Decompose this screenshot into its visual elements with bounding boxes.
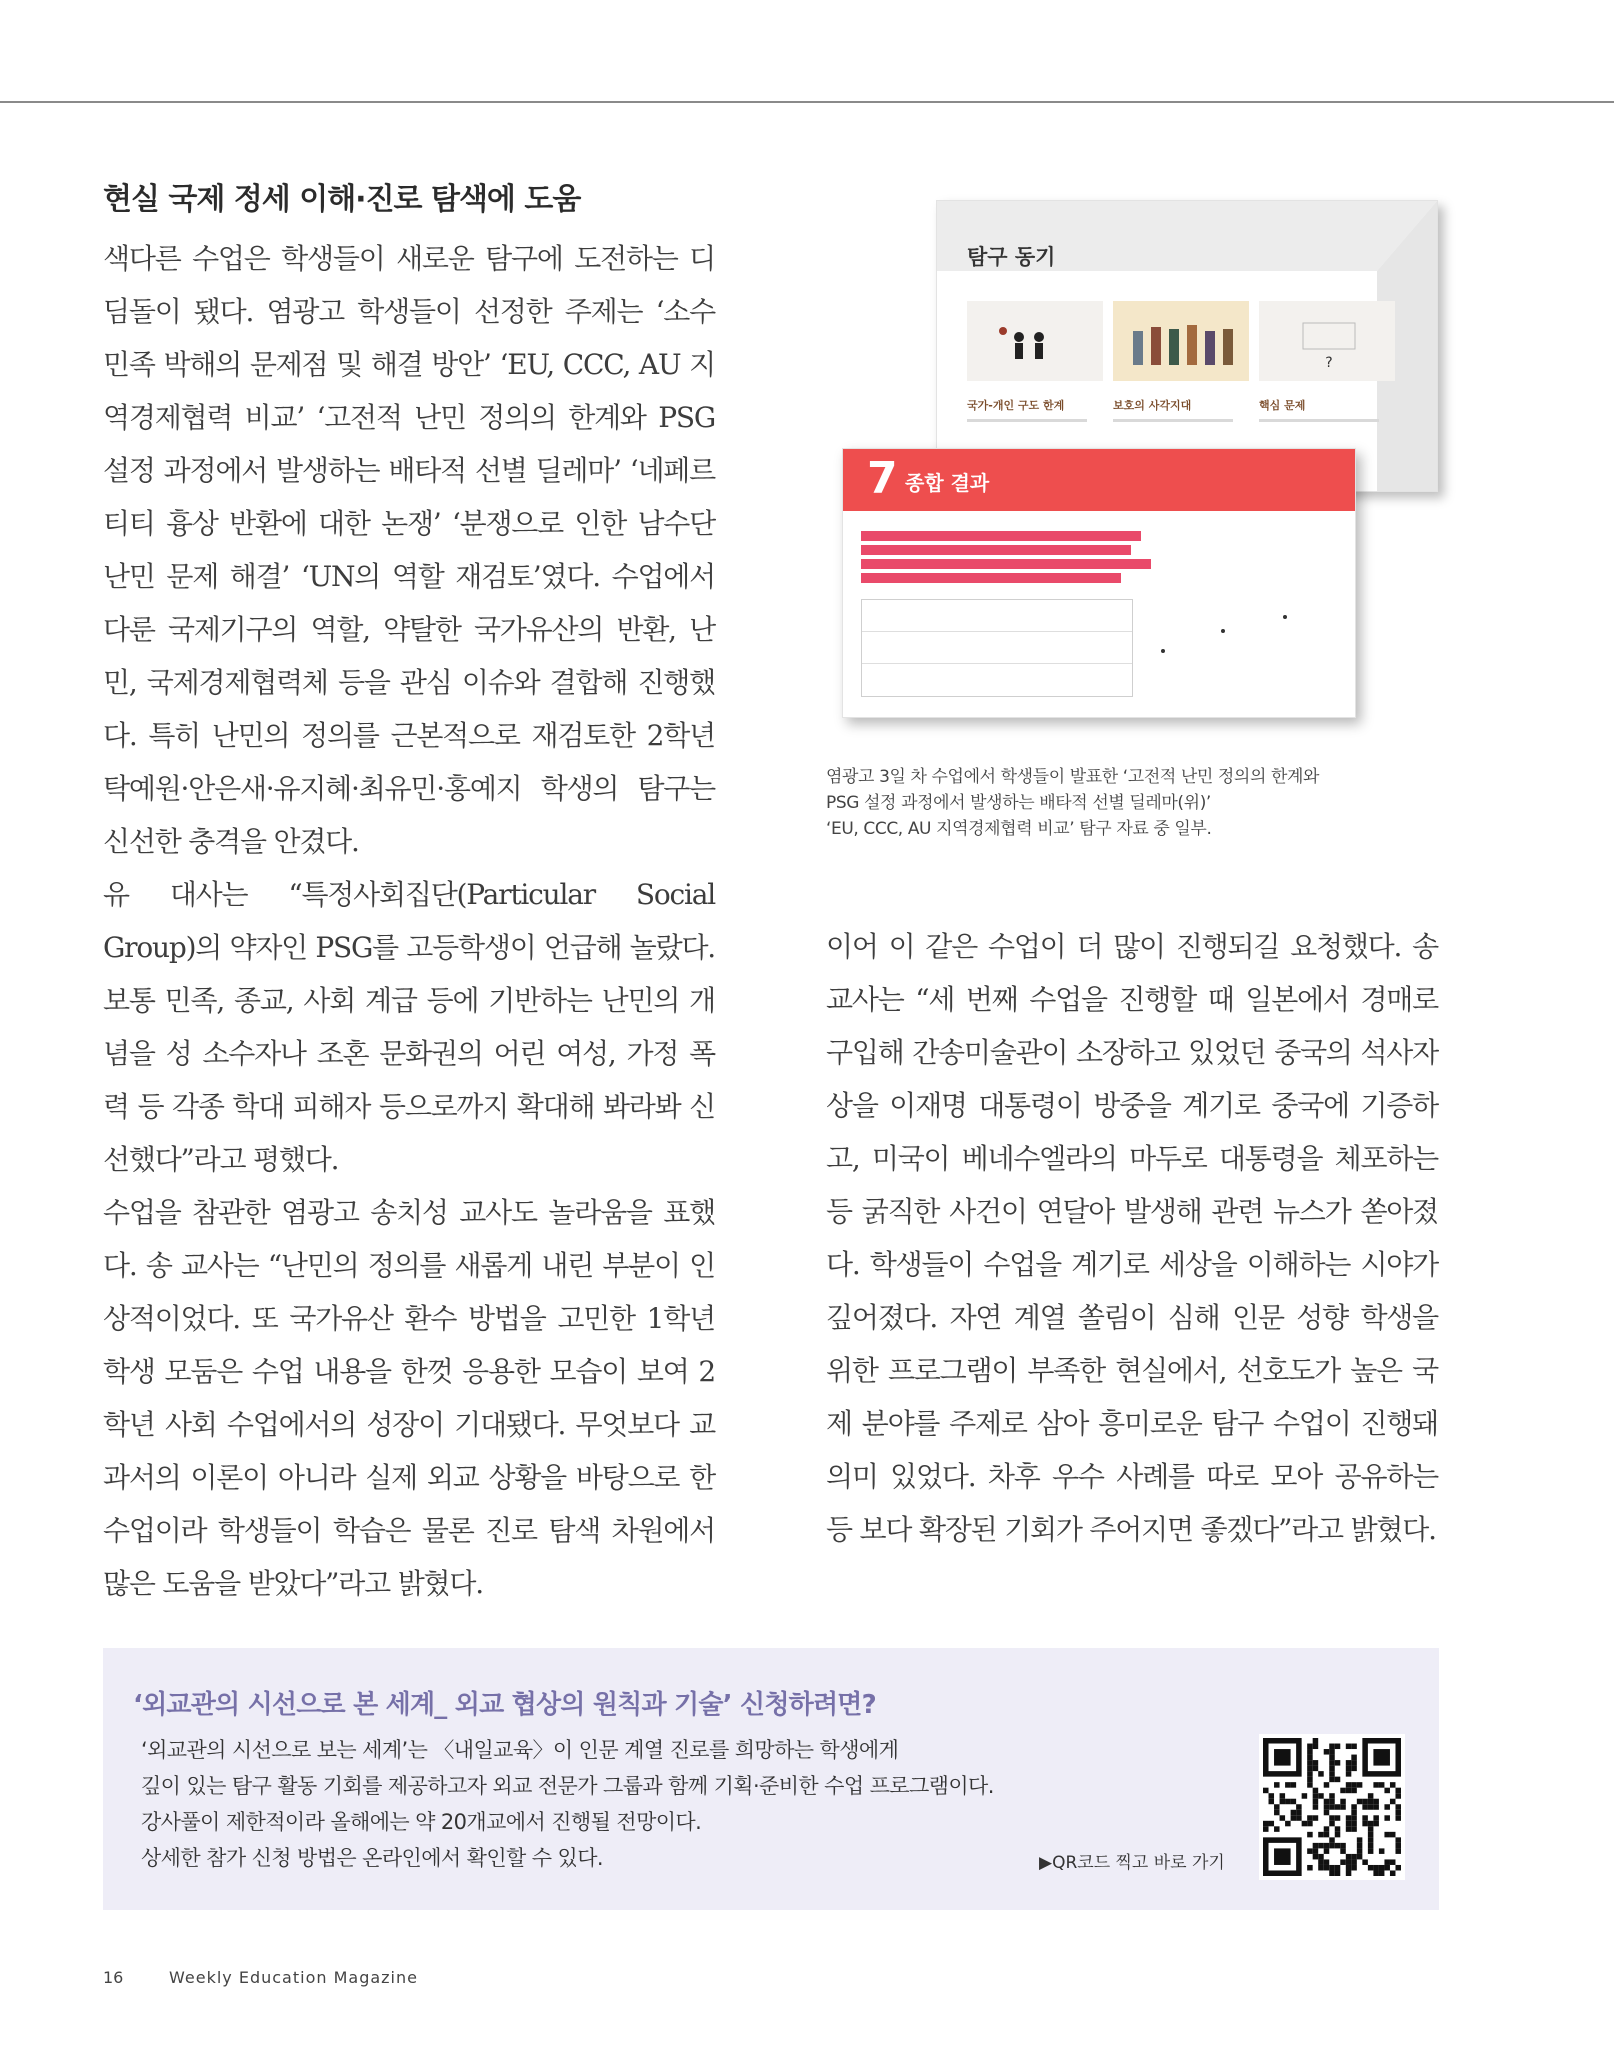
info-line: 상세한 참가 신청 방법은 온라인에서 확인할 수 있다. (141, 1846, 604, 1870)
figure-caption (826, 764, 1446, 842)
paragraph-1: 색다른 수업은 학생들이 새로운 탐구에 도전하는 디딤돌이 됐다. 염광고 학생들이 선정한 주제는 ‘소수 민족 박해의 문제점 및 해결 방안’ ‘EU, CCC, AU 지역경제협력 비교’ ‘고전적 난민 정의의 한계와 PSG 설정 과정에서 발생하는 배타적 선별 딜레마’ ‘네페르티티 흉상 반환에 대한 논쟁’ ‘분쟁으로 인한 남수단 난민 문제 해결’ ‘UN의 역할 재검토’였다. 수업에서 다룬 국제기구의 역할, 약탈한 국가유산의 반환, 난민, 국제경제협력체 등을 관심 이슈와 결합해 진행했다. 특히 난민의 정의를 근본적으로 재검토한 2학년 탁예원·안은새·유지혜·최유민·홍예지 학생의 탐구는 신선한 충격을 안겼다. (103, 242, 715, 858)
slide-motivation-title: 탐구 동기 (967, 245, 1056, 269)
panel-illustration-2 (1113, 301, 1249, 381)
info-line: 강사풀이 제한적이라 올해에는 약 20개교에서 진행될 전망이다. (141, 1810, 702, 1834)
scatter-point (1161, 649, 1165, 653)
highlight-text-line (861, 545, 1131, 555)
section-heading: 현실 국제 정세 이해·진로 탐색에 도움 (103, 182, 581, 217)
panel-label-2: 보호의 사각지대 (1113, 399, 1192, 412)
caption-line: 염광고 3일 차 수업에서 학생들이 발표한 ‘고전적 난민 정의의 한계와 (826, 767, 1320, 787)
scatter-point (1283, 615, 1287, 619)
panel-illustration-3 (1259, 301, 1395, 381)
mini-comparison-table (861, 599, 1133, 697)
page-footer (103, 1968, 418, 1987)
page-number: 16 (103, 1968, 124, 1987)
dilemma-icon (1259, 301, 1395, 381)
panel-text-line (1113, 419, 1233, 422)
research-slides-figure (826, 190, 1446, 750)
magazine-name: Weekly Education Magazine (169, 1968, 418, 1987)
qr-code-label: ▶QR코드 찍고 바로 가기 (1039, 1853, 1225, 1873)
left-column (103, 178, 715, 1610)
scatter-point (1221, 629, 1225, 633)
slide-number: 7 (867, 453, 898, 504)
panel-text-line (967, 419, 1087, 422)
panel-label-1: 국가-개인 구도 한계 (967, 399, 1065, 412)
paragraph-2: 유 대사는 “특정사회집단(Particular Social Group)의 약자인 PSG를 고등학생이 언급해 놀랐다. 보통 민족, 종교, 사회 계급 등에 기반하는 난민의 개념을 성 소수자나 조혼 문화권의 어린 여성, 가정 폭력 등 각종 학대 피해자 등으로까지 확대해 봐라봐 신선했다”라고 평했다. (103, 878, 715, 1176)
svg-text:?: ? (1325, 355, 1333, 371)
paragraph-3: 수업을 참관한 염광고 송치성 교사도 놀라움을 표했다. 송 교사는 “난민의 정의를 새롭게 내린 부분이 인상적이었다. 또 국가유산 환수 방법을 고민한 1학년 학생 모둠은 수업 내용을 한껏 응용한 모습이 보여 2학년 사회 수업에서의 성장이 기대됐다. 무엇보다 교과서의 이론이 아니라 실제 외교 상황을 바탕으로 한 수업이라 학생들이 학습은 물론 진로 탐색 차원에서 많은 도움을 받았다”라고 밝혔다. (103, 1196, 715, 1600)
caption-line: PSG 설정 과정에서 발생하는 배타적 선별 딜레마(위)’ (826, 793, 1211, 813)
panel-label-3: 핵심 문제 (1259, 399, 1306, 412)
slide-summary-results (842, 448, 1356, 718)
right-column (826, 920, 1438, 1556)
highlight-text-line (861, 531, 1141, 541)
paragraph-4: 이어 이 같은 수업이 더 많이 진행되길 요청했다. 송 교사는 “세 번째 수업을 진행할 때 일본에서 경매로 구입해 간송미술관이 소장하고 있었던 중국의 석사자상을 이재명 대통령이 방중을 계기로 중국에 기증하고, 미국이 베네수엘라의 마두로 대통령을 체포하는 등 굵직한 사건이 연달아 발생해 관련 뉴스가 쏟아졌다. 학생들이 수업을 계기로 세상을 이해하는 시야가 깊어졌다. 자연 계열 쏠림이 심해 인문 성향 학생을 위한 프로그램이 부족한 현실에서, 선호도가 높은 국제 분야를 주제로 삼아 흥미로운 탐구 수업이 진행돼 의미 있었다. 차후 우수 사례를 따로 모아 공유하는 등 보다 확장된 기회가 주어지면 좋겠다”라고 밝혔다. (826, 930, 1438, 1546)
people-group-icon (1113, 301, 1249, 381)
table-row (862, 600, 1132, 632)
qr-code[interactable] (1259, 1734, 1405, 1880)
info-line: 깊이 있는 탐구 활동 기회를 제공하고자 외교 전문가 그룹과 함께 기획·준비한 수업 프로그램이다. (141, 1774, 994, 1798)
highlight-text-line (861, 559, 1151, 569)
table-row (862, 664, 1132, 695)
info-box-text (141, 1732, 994, 1876)
table-row (862, 632, 1132, 664)
panel-text-line (1259, 419, 1379, 422)
slide-summary-title: 종합 결과 (905, 471, 990, 495)
caption-line: ‘EU, CCC, AU 지역경제협력 비교’ 탐구 자료 중 일부. (826, 819, 1212, 839)
figures-icon (967, 301, 1103, 381)
top-rule (0, 101, 1614, 103)
qr-code-icon (1263, 1738, 1401, 1876)
highlight-text-line (861, 573, 1121, 583)
info-box-title: ‘외교관의 시선으로 본 세계_ 외교 협상의 원칙과 기술’ 신청하려면? (133, 1690, 876, 1720)
panel-illustration-1 (967, 301, 1103, 381)
info-line: ‘외교관의 시선으로 보는 세계’는 〈내일교육〉이 인문 계열 진로를 희망하는 학생에게 (141, 1738, 899, 1762)
application-info-box (103, 1648, 1439, 1910)
